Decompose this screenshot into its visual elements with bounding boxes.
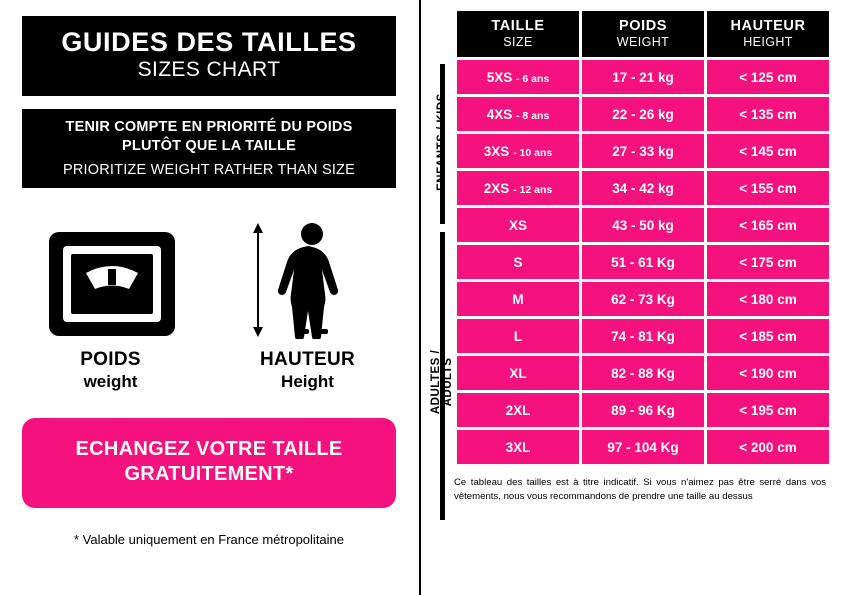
cell-size: [457, 97, 579, 131]
table-row: [457, 245, 829, 279]
header-size-en: SIZE: [503, 35, 533, 49]
table-row: [457, 393, 829, 427]
size-value: 4XS: [486, 106, 513, 122]
notice-fr-line2: PLUTÔT QUE LA TAILLE: [122, 137, 296, 154]
cell-size: [457, 134, 579, 168]
cell-weight: 34 - 42 kg: [582, 171, 704, 205]
height-label: [240, 349, 375, 392]
header-weight: [582, 11, 704, 57]
table-row: [457, 430, 829, 464]
footnote: * Valable uniquement en France métropolitaine: [73, 532, 345, 548]
size-age: - 10 ans: [513, 146, 553, 159]
header-weight-en: WEIGHT: [616, 35, 670, 49]
table-row: [457, 208, 829, 242]
cta-line1: ECHANGEZ VOTRE TAILLE: [75, 438, 343, 461]
vertical-divider: [419, 0, 421, 595]
cell-size: L: [457, 319, 579, 353]
notice-en: PRIORITIZE WEIGHT RATHER THAN SIZE: [63, 162, 355, 179]
cell-height: < 125 cm: [707, 60, 829, 94]
kids-group-label: ENFANTS / KIDS: [436, 93, 448, 191]
table-note: Ce tableau des tailles est à titre indicatif. Si vous n'aimez pas être serré dans vos vêtements, nous vous recommandons de prendre une taille au dessus: [454, 477, 826, 503]
page-subtitle: SIZES CHART: [137, 58, 281, 82]
table-row: [457, 134, 829, 168]
cta-line2: GRATUITEMENT*: [124, 463, 294, 486]
cell-size: 2XL: [457, 393, 579, 427]
cell-weight: 82 - 88 Kg: [582, 356, 704, 390]
cell-weight: 74 - 81 Kg: [582, 319, 704, 353]
height-label-fr: HAUTEUR: [260, 349, 355, 371]
cell-height: < 155 cm: [707, 171, 829, 205]
notice-fr-line1: TENIR COMPTE EN PRIORITÉ DU POIDS: [65, 119, 353, 136]
cell-size: [457, 60, 579, 94]
table-row: [457, 282, 829, 316]
weight-icon-column: [46, 224, 178, 339]
table-row: [457, 319, 829, 353]
title-block: [22, 16, 396, 96]
header-size-fr: TAILLE: [491, 18, 545, 34]
cell-weight: 22 - 26 kg: [582, 97, 704, 131]
header-weight-fr: POIDS: [618, 18, 668, 34]
header-height-fr: HAUTEUR: [730, 18, 806, 34]
notice-block: [22, 109, 396, 188]
cell-height: < 145 cm: [707, 134, 829, 168]
size-age: - 12 ans: [513, 183, 553, 196]
cell-weight: 27 - 33 kg: [582, 134, 704, 168]
cell-weight: 97 - 104 Kg: [582, 430, 704, 464]
cell-height: < 180 cm: [707, 282, 829, 316]
icon-labels-row: [22, 349, 396, 392]
header-height-en: HEIGHT: [743, 35, 793, 49]
height-label-en: Height: [281, 372, 334, 392]
cell-size: S: [457, 245, 579, 279]
cell-height: < 175 cm: [707, 245, 829, 279]
cell-weight: 89 - 96 Kg: [582, 393, 704, 427]
table-row: [457, 60, 829, 94]
cell-height: < 190 cm: [707, 356, 829, 390]
cell-height: < 200 cm: [707, 430, 829, 464]
cell-weight: 62 - 73 Kg: [582, 282, 704, 316]
cell-height: < 165 cm: [707, 208, 829, 242]
weight-label-fr: POIDS: [80, 349, 141, 371]
page-title: GUIDES DES TAILLES: [61, 27, 357, 57]
size-value: 3XS: [483, 143, 510, 159]
cell-weight: 51 - 61 Kg: [582, 245, 704, 279]
sizes-table-wrap: [428, 8, 832, 467]
table-row: [457, 97, 829, 131]
left-panel: [0, 0, 418, 595]
table-row: [457, 171, 829, 205]
weight-label: [43, 349, 178, 392]
cell-weight: 17 - 21 kg: [582, 60, 704, 94]
size-value: 5XS: [486, 69, 513, 85]
header-size: [457, 11, 579, 57]
cell-size: XS: [457, 208, 579, 242]
cell-height: < 195 cm: [707, 393, 829, 427]
size-age: - 8 ans: [516, 109, 550, 122]
exchange-size-banner[interactable]: [22, 418, 396, 508]
cell-size: M: [457, 282, 579, 316]
body-height-icon: [240, 224, 372, 339]
right-panel: [428, 8, 832, 505]
cell-height: < 185 cm: [707, 319, 829, 353]
table-header-row: [457, 11, 829, 57]
weight-label-en: weight: [83, 372, 138, 392]
cell-size: 3XL: [457, 430, 579, 464]
size-age: - 6 ans: [516, 72, 550, 85]
cell-size: [457, 171, 579, 205]
height-icon-column: [240, 224, 372, 339]
header-height: [707, 11, 829, 57]
scale-icon: [46, 224, 178, 339]
cell-size: XL: [457, 356, 579, 390]
table-row: [457, 356, 829, 390]
cell-height: < 135 cm: [707, 97, 829, 131]
adults-group-label: ADULTES / ADULTS: [430, 349, 454, 415]
cell-weight: 43 - 50 kg: [582, 208, 704, 242]
size-value: 2XS: [483, 180, 510, 196]
sizes-table: [454, 8, 832, 467]
icons-row: [22, 214, 396, 339]
